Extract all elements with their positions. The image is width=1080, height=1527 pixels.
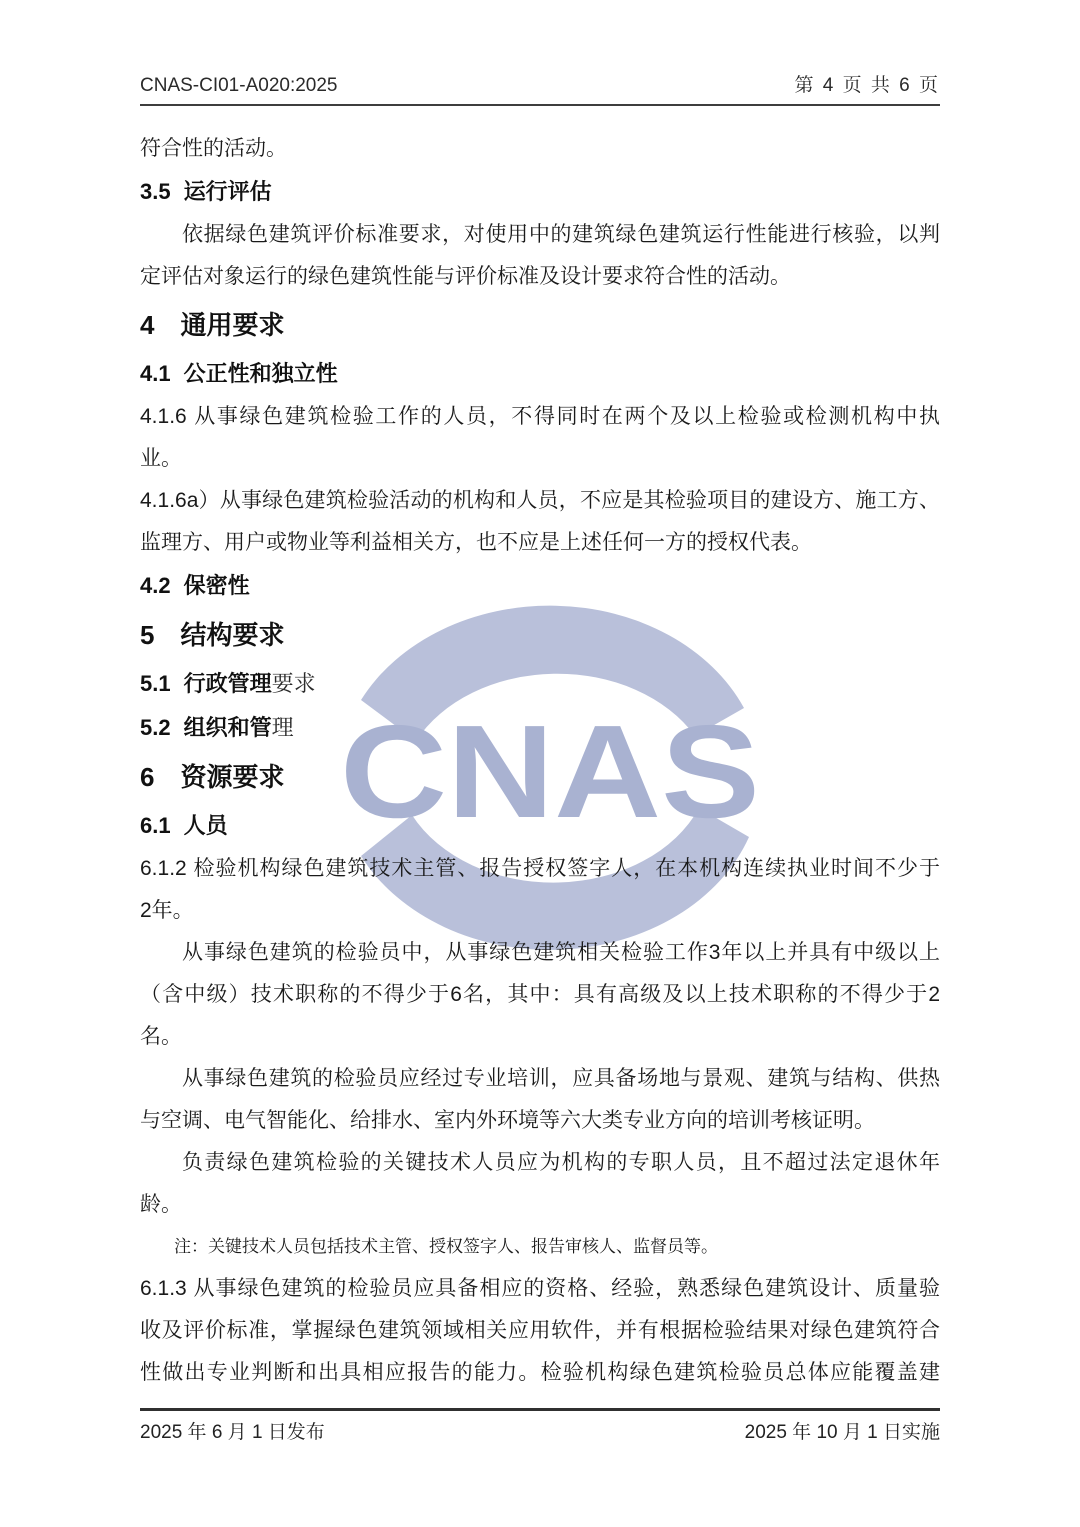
- release-date: 2025 年 6 月 1 日发布: [140, 1422, 325, 1443]
- paragraph-line: 2年。: [140, 899, 194, 922]
- section-heading: [140, 750, 940, 804]
- subsection-heading: [140, 352, 940, 396]
- paragraph-line: 从事绿色建筑的检验员中，从事绿色建筑相关检验工作3年以上并具有中级以上: [182, 941, 940, 964]
- paragraph: [140, 128, 940, 170]
- paragraph-line: 监理方、用户或物业等利益相关方，也不应是上述任何一方的授权代表。: [140, 531, 812, 554]
- paragraph-line: 名。: [140, 1025, 182, 1048]
- note-line: 注：关键技术人员包括技术主管、授权签字人、报告审核人、监督员等。: [174, 1237, 718, 1256]
- paragraph: [140, 1058, 940, 1142]
- paragraph-line: 符合性的活动。: [140, 137, 287, 160]
- heading-title: 通用要求: [180, 310, 285, 340]
- paragraph-line: 4.1.6a）从事绿色建筑检验活动的机构和人员，不应是其检验项目的建设方、施工方、: [140, 489, 940, 512]
- heading-title: 人员: [183, 813, 228, 838]
- paragraph: [140, 480, 940, 564]
- page-indicator: 第 4 页 共 6 页: [794, 75, 940, 96]
- paragraph-line: 业。: [140, 447, 182, 470]
- paragraph-line: 依据绿色建筑评价标准要求，对使用中的建筑绿色建筑运行性能进行核验，以判: [182, 223, 940, 246]
- heading-number: 5: [140, 620, 155, 650]
- paragraph-line: 从事绿色建筑的检验员应经过专业培训，应具备场地与景观、建筑与结构、供热: [182, 1067, 940, 1090]
- heading-title-regular: 理: [271, 715, 294, 740]
- paragraph: [140, 1268, 940, 1394]
- heading-title: 结构要求: [180, 620, 285, 650]
- paragraph: [140, 396, 940, 480]
- paragraph: [140, 214, 940, 298]
- paragraph-line: 6.1.2 检验机构绿色建筑技术主管、报告授权签字人，在本机构连续执业时间不少于: [140, 857, 940, 880]
- doc-code: CNAS-CI01-A020:2025: [140, 75, 338, 96]
- paragraph-line: 负责绿色建筑检验的关键技术人员应为机构的专职人员，且不超过法定退休年: [182, 1151, 940, 1174]
- section-heading: [140, 298, 940, 352]
- paragraph-line: 与空调、电气智能化、给排水、室内外环境等六大类专业方向的培训考核证明。: [140, 1109, 875, 1132]
- subsection-heading: [140, 804, 940, 848]
- paragraph: [140, 932, 940, 1058]
- subsection-heading: [140, 706, 940, 750]
- page-header: [140, 70, 940, 106]
- heading-title: 行政管理: [183, 671, 272, 696]
- paragraph: [140, 848, 940, 932]
- heading-number: 5.2: [140, 715, 171, 740]
- section-heading: [140, 608, 940, 662]
- heading-number: 6.1: [140, 813, 171, 838]
- watermark-text: CNAS: [340, 698, 760, 845]
- heading-title: 公正性和独立性: [183, 361, 338, 386]
- paragraph-line: （含中级）技术职称的不得少于6名，其中：具有高级及以上技术职称的不得少于2: [140, 983, 940, 1006]
- heading-number: 4.1: [140, 361, 171, 386]
- implementation-date: 2025 年 10 月 1 日实施: [744, 1422, 940, 1443]
- heading-number: 4.2: [140, 573, 171, 598]
- paragraph-line: 性做出专业判断和出具相应报告的能力。检验机构绿色建筑检验员总体应能覆盖建: [140, 1361, 940, 1384]
- paragraph-line: 龄。: [140, 1193, 182, 1216]
- paragraph-line: 定评估对象运行的绿色建筑性能与评价标准及设计要求符合性的活动。: [140, 265, 791, 288]
- subsection-heading: [140, 662, 940, 706]
- paragraph-line: 4.1.6 从事绿色建筑检验工作的人员，不得同时在两个及以上检验或检测机构中执: [140, 405, 940, 428]
- document-body: [140, 128, 940, 1394]
- paragraph: [140, 1142, 940, 1226]
- heading-number: 3.5: [140, 179, 171, 204]
- heading-number: 5.1: [140, 671, 171, 696]
- paragraph-line: 6.1.3 从事绿色建筑的检验员应具备相应的资格、经验，熟悉绿色建筑设计、质量验: [140, 1277, 940, 1300]
- page-footer: [140, 1408, 940, 1444]
- heading-title: 保密性: [183, 573, 250, 598]
- heading-title: 组织和管: [183, 715, 272, 740]
- subsection-heading: [140, 564, 940, 608]
- heading-number: 4: [140, 310, 155, 340]
- heading-title-regular: 要求: [271, 671, 316, 696]
- heading-title: 资源要求: [180, 762, 285, 792]
- subsection-heading: [140, 170, 940, 214]
- paragraph-line: 收及评价标准，掌握绿色建筑领域相关应用软件，并有根据检验结果对绿色建筑符合: [140, 1319, 940, 1342]
- note-paragraph: [140, 1226, 940, 1268]
- heading-title: 运行评估: [183, 179, 272, 204]
- heading-number: 6: [140, 762, 155, 792]
